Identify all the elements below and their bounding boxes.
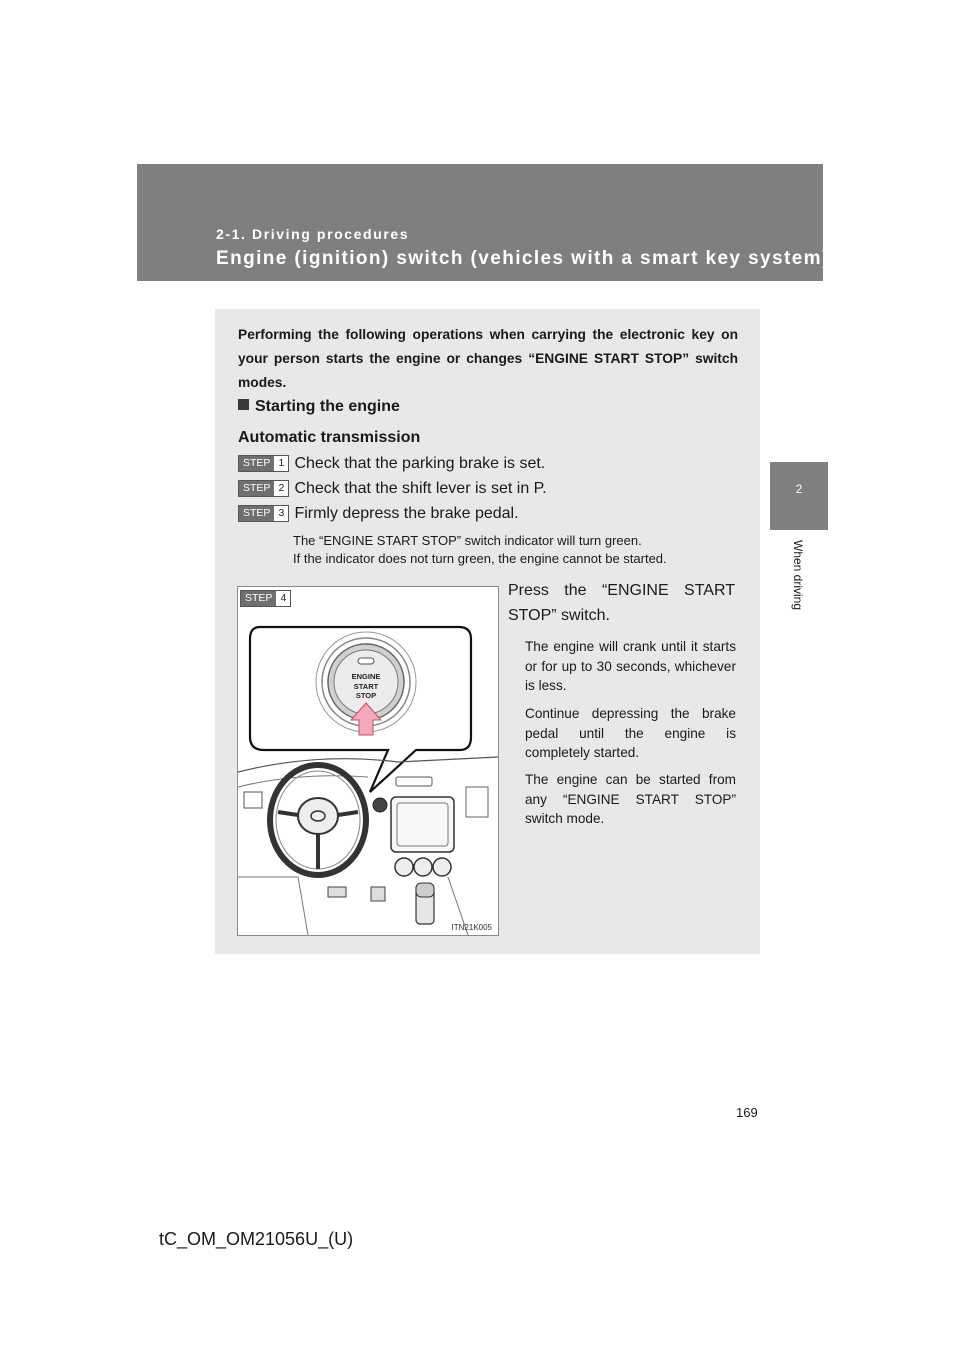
step-badge-number: 2 xyxy=(274,481,288,496)
step-badge-number: 4 xyxy=(276,591,290,606)
chapter-number: 2 xyxy=(795,482,803,496)
step-text: Check that the parking brake is set. xyxy=(294,455,546,472)
step-3 xyxy=(238,505,519,523)
step4-detail: The engine will crank until it starts or for up to 30 seconds, whichever is less. xyxy=(525,639,736,693)
step-badge xyxy=(238,505,289,522)
step-badge-label: STEP xyxy=(239,481,274,496)
step4-detail: Continue depressing the brake pedal until the engine is completely started. xyxy=(525,706,736,760)
step3-note: If the indicator does not turn green, the engine cannot be started. xyxy=(293,551,667,566)
step-badge xyxy=(238,480,289,497)
step-badge-label: STEP xyxy=(239,456,274,471)
step3-notes xyxy=(293,532,667,568)
step-text: Firmly depress the brake pedal. xyxy=(294,505,519,522)
chapter-label: When driving xyxy=(791,540,805,611)
step4-text: Press the “ENGINE START STOP” switch. xyxy=(508,582,735,624)
illustration-code: ITN21K005 xyxy=(451,923,492,932)
chapter-label-container xyxy=(770,540,828,630)
square-bullet-icon xyxy=(238,399,249,410)
intro-text: Performing the following operations when carrying the electronic key on your person starts the engine or changes “ENGINE START STOP” switch modes. xyxy=(238,327,738,390)
button-label-start: START xyxy=(353,682,379,691)
step-badge-label: STEP xyxy=(241,591,276,606)
page-title: Engine (ignition) switch (vehicles with a smart key system) xyxy=(216,248,830,269)
subheading: Automatic transmission xyxy=(238,429,421,446)
content-panel xyxy=(215,309,760,954)
step-badge-label: STEP xyxy=(239,506,274,521)
page-header xyxy=(137,164,830,281)
dashboard-drawing xyxy=(238,587,498,935)
step3-note: The “ENGINE START STOP” switch indicator will turn green. xyxy=(293,533,642,548)
bullet-heading-text: Starting the engine xyxy=(255,398,400,415)
step-badge-number: 1 xyxy=(274,456,288,471)
bullet-heading xyxy=(238,398,400,416)
step-1 xyxy=(238,455,545,473)
document-code: tC_OM_OM21056U_(U) xyxy=(159,1229,354,1249)
button-label-engine: ENGINE xyxy=(351,672,381,681)
page-number: 169 xyxy=(736,1105,758,1120)
step-2 xyxy=(238,480,547,498)
button-label-stop: STOP xyxy=(355,691,377,700)
step-badge xyxy=(240,590,291,607)
chapter-tab xyxy=(770,462,828,530)
section-label: 2-1. Driving procedures xyxy=(216,226,410,242)
step-text: Check that the shift lever is set in P. xyxy=(294,480,547,497)
step4-detail: The engine can be started from any “ENGINE START STOP” switch mode. xyxy=(525,772,736,826)
step-badge-number: 3 xyxy=(274,506,288,521)
step-badge xyxy=(238,455,289,472)
start-button-illustration xyxy=(237,586,499,936)
